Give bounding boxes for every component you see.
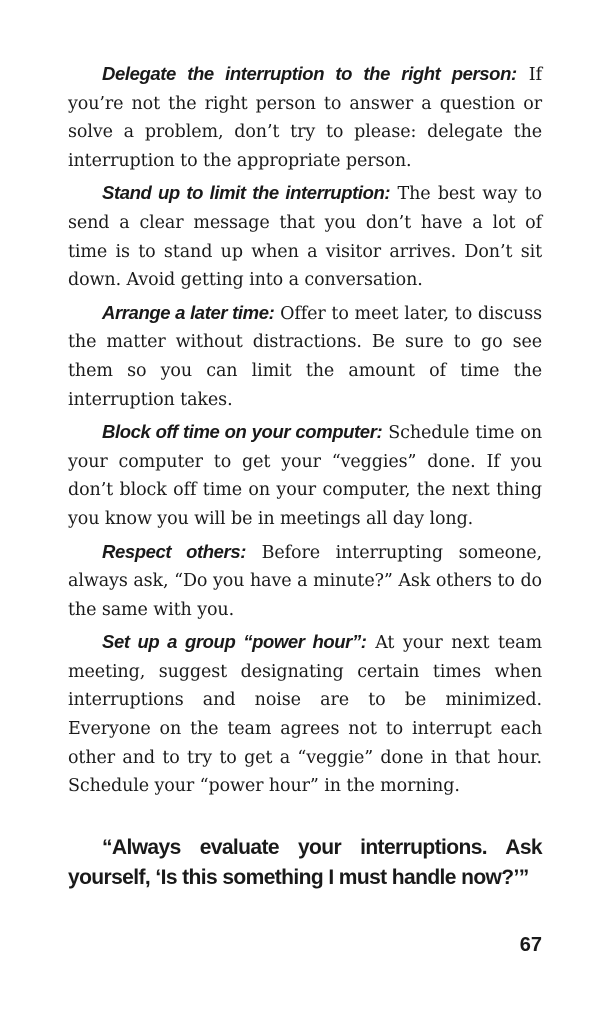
paragraph-lead: Block off time on your computer:	[102, 421, 383, 443]
paragraph-body: Schedule time on your computer to get your “veggies” done. If you don’t block off time on your computer, the next thing you know you will be in meetings all day long.	[68, 423, 542, 529]
paragraph-lead: Respect others:	[102, 540, 246, 562]
paragraph-power-hour	[68, 628, 542, 801]
paragraph-respect-others	[68, 538, 542, 625]
page-content	[68, 60, 542, 914]
page-number: 67	[519, 934, 542, 956]
paragraph-body: If you’re not the right person to answer a question or solve a problem, don’t try to please: delegate the interruption to the appropriate person.	[68, 65, 542, 171]
paragraph-body: Offer to meet later, to discuss the matter without distractions. Be sure to go see them so you can limit the amount of time the interruption takes.	[68, 303, 542, 410]
paragraph-delegate	[68, 60, 542, 175]
paragraph-block-off-time	[68, 418, 542, 533]
paragraph-lead: Delegate the interruption to the right person:	[102, 63, 517, 84]
paragraph-body: The best way to send a clear message that you don’t have a lot of time is to stand up when a visitor arrives. Don’t sit down. Avoid getting into a conversation.	[68, 184, 542, 291]
pull-quote: “Always evaluate your interruptions. Ask yourself, ‘Is this something I must handle now?’”	[68, 835, 542, 889]
paragraph-stand-up	[68, 179, 542, 294]
paragraph-lead: Stand up to limit the interruption:	[102, 182, 391, 204]
paragraph-later-time	[68, 299, 542, 414]
paragraph-body: At your next team meeting, suggest designating certain times when interruptions and noise are to be minimized. Everyone on the team agrees not to interrupt each other and to try to get a “veggie” done in that hour. Schedule your “power hour” in the morning.	[68, 633, 543, 797]
paragraph-lead: Set up a group “power hour”:	[102, 631, 367, 653]
paragraph-body: Before interrupting someone, always ask, “Do you have a minute?” Ask others to do the same with you.	[68, 542, 542, 620]
paragraph-lead: Arrange a later time:	[102, 301, 275, 323]
